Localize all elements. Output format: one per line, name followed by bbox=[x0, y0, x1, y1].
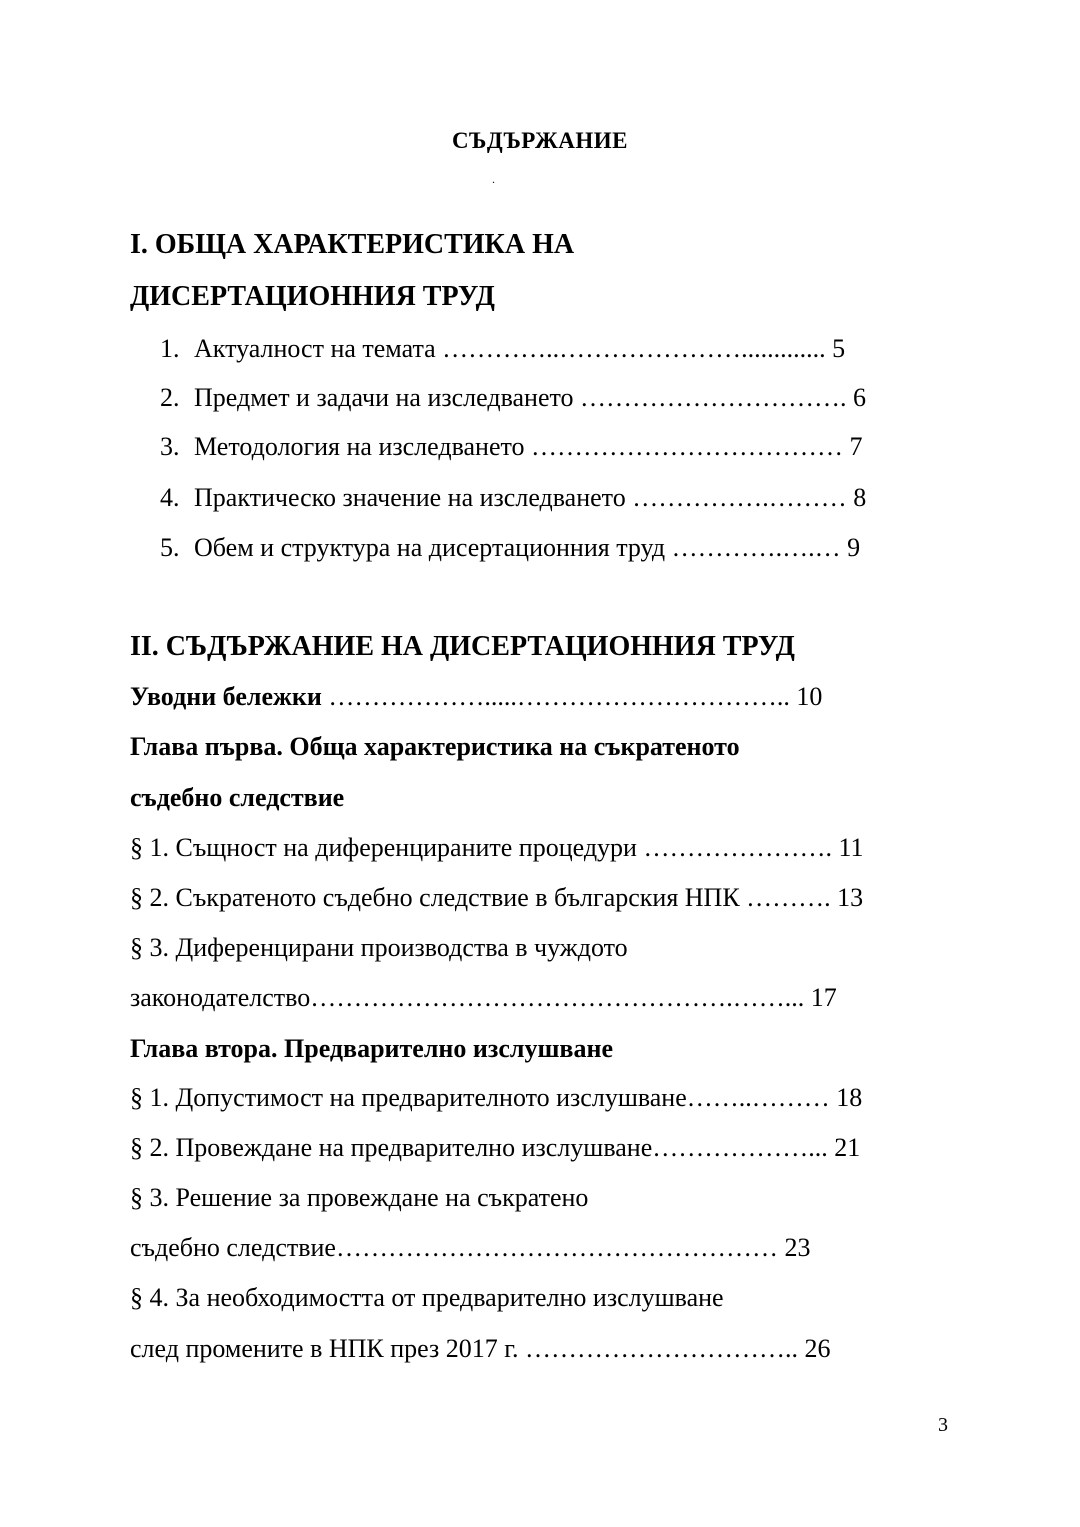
toc-item-text: Методология на изследването ……………………………… 7 bbox=[194, 432, 863, 461]
toc-entry: § 1. Допустимост на предварителното изслушване……..……… 18 bbox=[130, 1083, 863, 1112]
intro-label: Уводни бележки bbox=[130, 682, 322, 711]
toc-entry: § 2. Провеждане на предварително изслушване………………... 21 bbox=[130, 1133, 861, 1162]
toc-item-number: 1. bbox=[160, 334, 180, 363]
toc-item bbox=[160, 332, 845, 366]
toc-item-number: 5. bbox=[160, 533, 180, 562]
chapter1-title-line1: Глава първа. Обща характеристика на съкратеното bbox=[130, 732, 740, 761]
toc-entry: съдебно следствие…………………………………………… 23 bbox=[130, 1233, 811, 1262]
toc-item-text: Актуалност на темата …………..…………………............. 5 bbox=[194, 334, 846, 363]
toc-item-number: 2. bbox=[160, 383, 180, 412]
chapter2-title: Глава втора. Предварително изслушване bbox=[130, 1034, 613, 1063]
section1-heading-line2: ДИСЕРТАЦИОННИЯ ТРУД bbox=[130, 281, 495, 312]
page-number: 3 bbox=[938, 1414, 948, 1436]
toc-item-text: Предмет и задачи на изследването …………………………. 6 bbox=[194, 383, 867, 412]
toc-entry-intro bbox=[130, 680, 822, 714]
toc-item bbox=[160, 430, 863, 464]
toc-entry: § 2. Съкратеното съдебно следствие в българския НПК ………. 13 bbox=[130, 883, 864, 912]
intro-leader: ……………….....………………………….. 10 bbox=[321, 682, 823, 711]
toc-entry: § 4. За необходимостта от предварително изслушване bbox=[130, 1283, 724, 1312]
toc-item bbox=[160, 381, 866, 415]
section2-heading: II. СЪДЪРЖАНИЕ НА ДИСЕРТАЦИОННИЯ ТРУД bbox=[130, 631, 795, 662]
section1-heading-line1: I. ОБЩА ХАРАКТЕРИСТИКА НА bbox=[130, 229, 575, 260]
toc-entry: § 3. Решение за провеждане на съкратено bbox=[130, 1183, 589, 1212]
toc-item-number: 4. bbox=[160, 483, 180, 512]
page-title: СЪДЪРЖАНИЕ bbox=[451, 128, 629, 153]
toc-item-number: 3. bbox=[160, 432, 180, 461]
toc-item-text: Обем и структура на дисертационния труд ………….….… 9 bbox=[194, 533, 861, 562]
toc-entry: след промените в НПК през 2017 г. ………………………….. 26 bbox=[130, 1334, 831, 1363]
toc-entry: § 1. Същност на диференцираните процедури …………………. 11 bbox=[130, 833, 864, 862]
toc-item-text: Практическо значение на изследването …………….……… 8 bbox=[194, 483, 867, 512]
toc-entry: законодателство………………………………………….……... 17 bbox=[130, 983, 837, 1012]
stray-dot: . bbox=[492, 172, 495, 186]
toc-item bbox=[160, 481, 866, 515]
chapter1-title-line2: съдебно следствие bbox=[130, 783, 345, 812]
toc-entry: § 3. Диференцирани производства в чуждото bbox=[130, 933, 628, 962]
toc-item bbox=[160, 531, 860, 565]
